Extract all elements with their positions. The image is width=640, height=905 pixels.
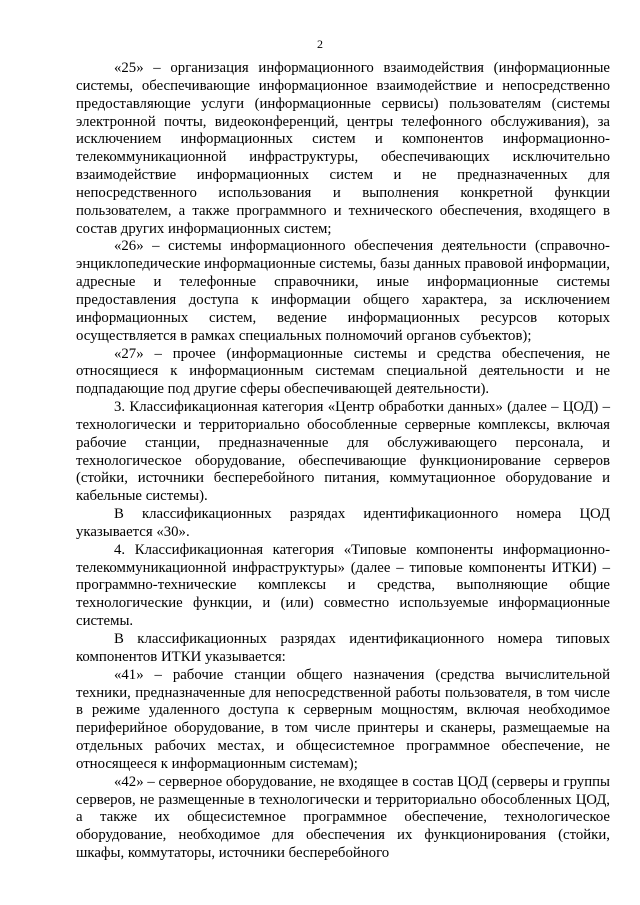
paragraph-42: «42» – серверное оборудование, не входящее в состав ЦОД (серверы и группы серверов, не размещенные в технологически и территориально обособленных ЦОД, а также их общесистемное программное обеспечение, технологическое оборудование, необходимое для обеспечения их функционирования (стойки, шкафы, коммутаторы, источники бесперебойного xyxy=(76,773,610,862)
paragraph-27: «27» – прочее (информационные системы и средства обеспечения, не относящиеся к информационным системам специальной деятельности и не подпадающие под другие сферы обеспечивающей деятельности). xyxy=(76,345,610,398)
document-body xyxy=(76,60,610,863)
page-number: 2 xyxy=(317,37,323,51)
paragraph-41: «41» – рабочие станции общего назначения (средства вычислительной техники, предназначенные для непосредственной работы пользователя, в том числе в режиме удаленного доступа к серверным мощностям, включая необходимое периферийное оборудование, в том числе принтеры и сканеры, размещаемые на отдельных рабочих местах, и общесистемное программное обеспечение, не относящееся к информационным системам); xyxy=(76,666,610,772)
paragraph-section-3: 3. Классификационная категория «Центр обработки данных» (далее – ЦОД) – технологически и территориально обособленные серверные комплексы, включая рабочие станции, предназначенные для обслуживающего персонала, и технологическое оборудование, обеспечивающие функционирование серверов (стойки, источники бесперебойного питания, коммутационное оборудование и кабельные системы). xyxy=(76,399,610,505)
paragraph-26: «26» – системы информационного обеспечения деятельности (справочно-энциклопедические информационные системы, базы данных правовой информации, адресные и телефонные справочники, иные информационные системы предоставления доступа к информации общего характера, за исключением информационных систем, ведение информационных ресурсов которых осуществляется в рамках специальных полномочий органов субъектов); xyxy=(76,238,610,344)
paragraph-section-4: 4. Классификационная категория «Типовые компоненты информационно-телекоммуникационной инфраструктуры» (далее – типовые компоненты ИТКИ) – программно-технические комплексы и средства, выполняющие общие технологические функции, и (или) совместно используемые информационные системы. xyxy=(76,541,610,630)
paragraph-25: «25» – организация информационного взаимодействия (информационные системы, обеспечивающие информационное взаимодействие и непосредственно предоставляющие услуги (информационные сервисы) пользователям (системы электронной почты, видеоконференций, центры телефонного обслуживания), за исключением информационных систем и компонентов информационно-телекоммуникационной инфраструктуры, обеспечивающих исключительно взаимодействие информационных систем и не предназначенных для непосредственного использования и выполнения конкретной функции пользователем, а также программного и технического обеспечения, входящего в состав других информационных систем; xyxy=(76,60,610,237)
paragraph-itki-number: В классификационных разрядах идентификационного номера типовых компонентов ИТКИ указывается: xyxy=(76,631,610,665)
paragraph-cod-number: В классификационных разрядах идентификационного номера ЦОД указывается «30». xyxy=(76,506,610,540)
